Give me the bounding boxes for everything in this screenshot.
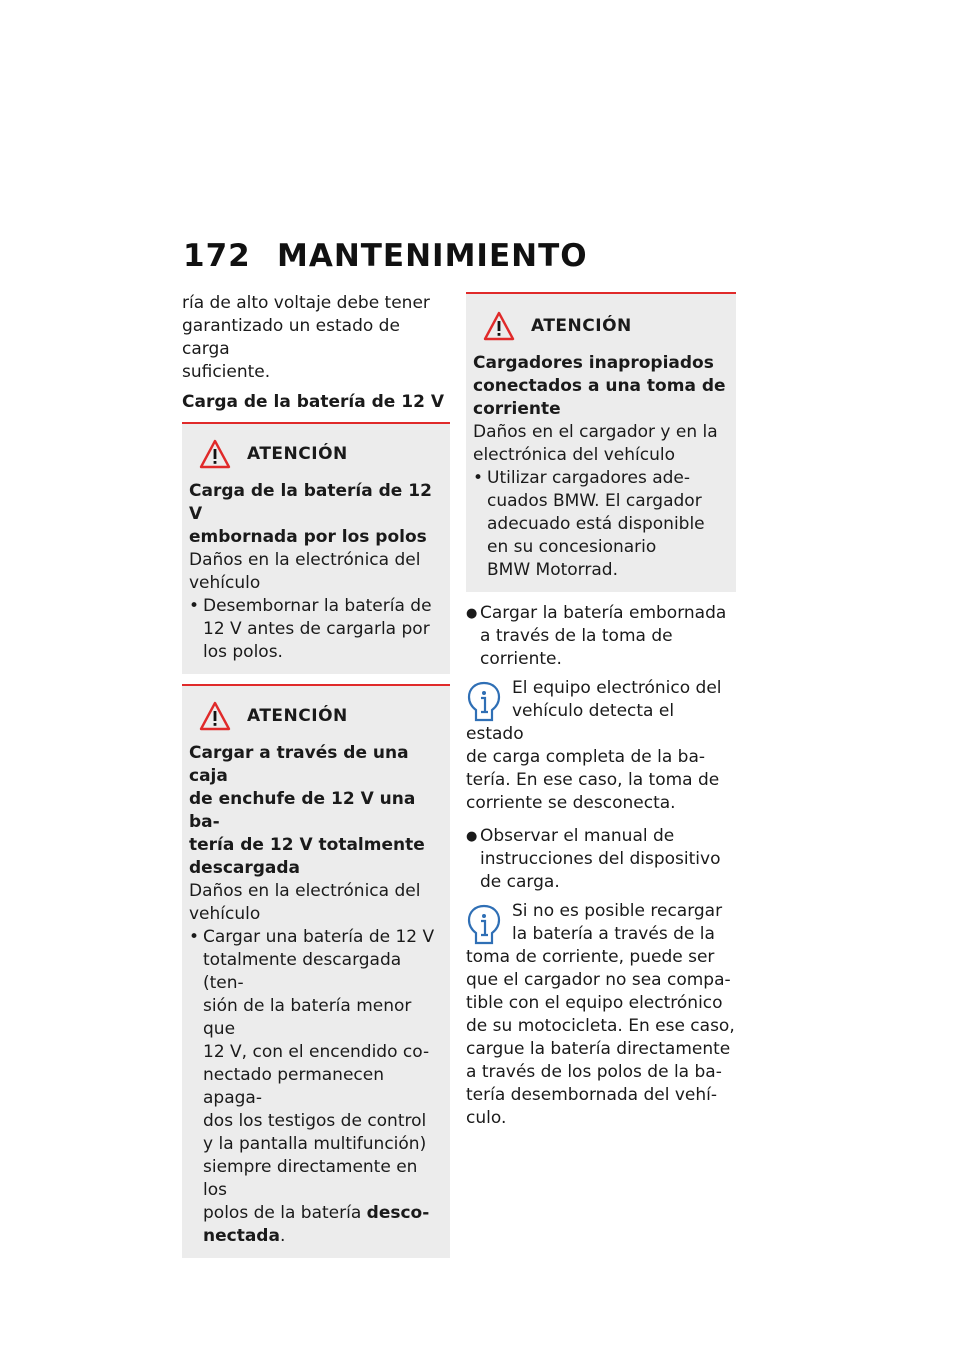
- text-line: Cargar la batería embornada: [480, 603, 727, 623]
- text-line: la batería a través de la: [512, 924, 715, 944]
- text-line: embornada por los polos: [189, 527, 427, 547]
- subheading: Carga de la batería de 12 V: [182, 392, 444, 412]
- warning-title: ATENCIÓN: [247, 706, 348, 726]
- text-line: Cargar a través de una caja: [189, 743, 409, 786]
- text-line: dos los testigos de control: [203, 1111, 427, 1131]
- bold-text: nectada: [203, 1226, 280, 1246]
- warning-text: [189, 880, 442, 926]
- text-line: Utilizar cargadores ade-: [487, 468, 691, 488]
- bold-text: desco-: [366, 1203, 430, 1223]
- page-header: [183, 238, 588, 274]
- text-line: Daños en la electrónica del: [189, 550, 421, 570]
- text-line: los polos.: [203, 642, 283, 662]
- text-line: 12 V antes de cargarla por: [203, 619, 430, 639]
- text-line: cuados BMW. El cargador: [487, 491, 702, 511]
- info-note: [466, 900, 736, 1130]
- text-line: tería desembornada del vehí-: [466, 1085, 717, 1105]
- text-fragment: polos de la batería: [203, 1203, 367, 1223]
- warning-text: [473, 421, 728, 467]
- text-line: conectados a una toma de: [473, 376, 726, 396]
- warning-header: [473, 308, 728, 344]
- text-line: corriente.: [480, 649, 562, 669]
- info-note: [466, 677, 736, 815]
- warning-box: [466, 292, 736, 592]
- list-item: [473, 467, 728, 582]
- text-line: Daños en la electrónica del: [189, 881, 421, 901]
- text-line: cargue la batería directamente: [466, 1039, 731, 1059]
- text-line: vehículo: [189, 904, 261, 924]
- text-line: que el cargador no sea compa-: [466, 970, 731, 990]
- warning-subtitle: [473, 352, 728, 421]
- text-line: 12 V, con el encendido co-: [203, 1042, 430, 1062]
- text-line: tible con el equipo electrónico: [466, 993, 723, 1013]
- info-icon: [466, 904, 502, 946]
- step-bullet-marker: ●: [466, 829, 478, 844]
- warning-triangle-icon: [199, 701, 231, 731]
- step-item: [466, 602, 736, 671]
- warning-text: [189, 549, 442, 595]
- warning-triangle-icon: [483, 311, 515, 341]
- warning-header: [189, 436, 442, 472]
- warning-subtitle: [189, 742, 442, 880]
- text-line: suficiente.: [182, 362, 271, 382]
- text-line: Si no es posible recargar: [512, 901, 723, 921]
- bullet-marker: •: [473, 468, 484, 488]
- bullet-marker: •: [189, 596, 200, 616]
- text-line: Daños en el cargador y en la: [473, 422, 718, 442]
- info-icon: [466, 681, 502, 723]
- right-column: [466, 292, 736, 1138]
- text-line: descargada: [189, 858, 301, 878]
- text-line: El equipo electrónico del: [512, 678, 722, 698]
- page-number: 172: [183, 238, 251, 274]
- text-line: ría de alto voltaje debe tener: [182, 293, 430, 313]
- text-line: corriente: [473, 399, 561, 419]
- warning-title: ATENCIÓN: [247, 444, 348, 464]
- text-line: Observar el manual de: [480, 826, 675, 846]
- text-line: Desembornar la batería de: [203, 596, 432, 616]
- text-line: Cargadores inapropiados: [473, 353, 714, 373]
- text-line: [203, 1225, 442, 1248]
- text-line: Cargar una batería de 12 V: [203, 927, 435, 947]
- text-line: sión de la batería menor que: [203, 996, 412, 1039]
- text-line: vehículo detecta el estado: [466, 701, 675, 744]
- text-line: tería. En ese caso, la toma de: [466, 770, 720, 790]
- text-line: de carga completa de la ba-: [466, 747, 706, 767]
- text-line: en su concesionario: [487, 537, 657, 557]
- text-line: instrucciones del dispositivo: [480, 849, 721, 869]
- text-line: vehículo: [189, 573, 261, 593]
- text-line: totalmente descargada (ten-: [203, 950, 402, 993]
- left-column: [182, 292, 450, 1268]
- text-line: garantizado un estado de carga: [182, 316, 400, 359]
- text-line: de carga.: [480, 872, 560, 892]
- warning-box: [182, 684, 450, 1258]
- text-line: Carga de la batería de 12 V: [189, 481, 432, 524]
- warning-triangle-icon: [199, 439, 231, 469]
- warning-subtitle: [189, 480, 442, 549]
- text-line: BMW Motorrad.: [487, 560, 618, 580]
- text-line: toma de corriente, puede ser: [466, 947, 715, 967]
- text-line: corriente se desconecta.: [466, 793, 676, 813]
- warning-box: [182, 422, 450, 674]
- section-title: MANTENIMIENTO: [277, 238, 588, 274]
- text-line: nectado permanecen apaga-: [203, 1065, 384, 1108]
- text-line: culo.: [466, 1108, 507, 1128]
- text-line: adecuado está disponible: [487, 514, 705, 534]
- text-line: electrónica del vehículo: [473, 445, 675, 465]
- warning-header: [189, 698, 442, 734]
- text-line: a través de la toma de: [480, 626, 673, 646]
- bullet-marker: •: [189, 927, 200, 947]
- text-fragment: .: [279, 1226, 286, 1246]
- text-line: de enchufe de 12 V una ba-: [189, 789, 416, 832]
- text-line: y la pantalla multifunción): [203, 1134, 427, 1154]
- text-line: [203, 1202, 442, 1225]
- text-line: siempre directamente en los: [203, 1157, 418, 1200]
- text-line: a través de los polos de la ba-: [466, 1062, 722, 1082]
- list-item: [189, 595, 442, 664]
- text-line: tería de 12 V totalmente: [189, 835, 425, 855]
- step-item: [466, 825, 736, 894]
- step-bullet-marker: ●: [466, 606, 478, 621]
- list-item: [189, 926, 442, 1248]
- warning-title: ATENCIÓN: [531, 316, 632, 336]
- intro-text: [182, 292, 450, 384]
- text-line: de su motocicleta. En ese caso,: [466, 1016, 735, 1036]
